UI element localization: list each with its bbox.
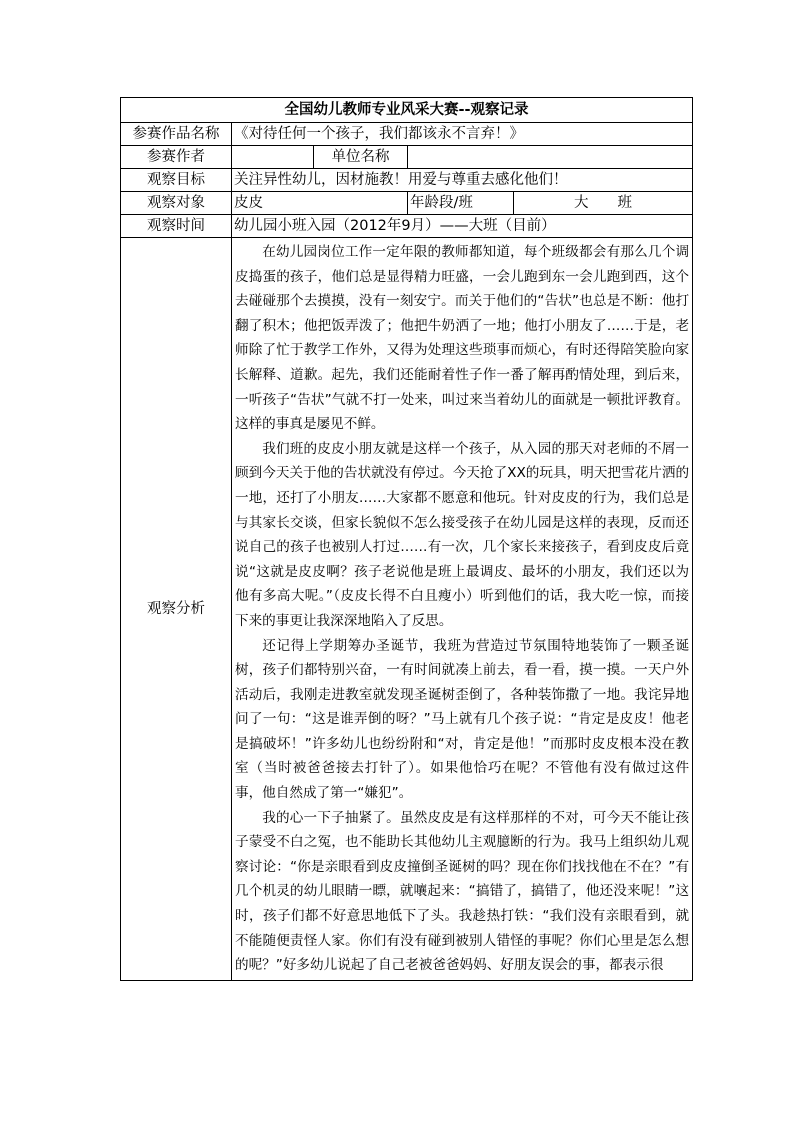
analysis-paragraph: 我的心一下子抽紧了。虽然皮皮是有这样那样的不对，可今天不能让孩子蒙受不白之冤，也不能助长其他幼儿主观臆断的行为。我马上组织幼儿观察讨论：“你是亲眼看到皮皮撞倒圣诞树的吗？现在你们找找他在不在？”有几个机灵的幼儿眼睛一瞟，就嚷起来：“搞错了，搞错了，他还没来呢！”这时，孩子们都不好意思地低下了头。我趁热打铁：“我们没有亲眼看到，就不能随便责怪人家。你们有没有碰到被别人错怪的事呢？你们心里是怎么想的呢？”好多幼儿说起了自己老被爸爸妈妈、好朋友误会的事，都表示很: [235, 809, 690, 974]
goal-label: 观察目标: [121, 169, 232, 192]
work-name-label: 参赛作品名称: [121, 123, 232, 146]
observation-record-table: [120, 97, 693, 981]
analysis-paragraph: 我们班的皮皮小朋友就是这样一个孩子，从入园的那天对老师的不屑一顾到今天关于他的告状就没有停过。今天抢了XX的玩具，明天把雪花片洒的一地，还打了小朋友……大家都不愿意和他玩。针对皮皮的行为，我们总是与其家长交谈，但家长貌似不怎么接受孩子在幼儿园是这样的表现，反而还说自己的孩子也被别人打过……有一次，几个家长来接孩子，看到皮皮后竟说“这就是皮皮啊？孩子老说他是班上最调皮、最坏的小朋友，我们还以为他有多高大呢。”（皮皮长得不白且瘦小）听到他们的话，我大吃一惊，而接下来的事更让我深深地陷入了反思。: [235, 440, 690, 629]
goal-value: 关注异性幼儿，因材施教！用爱与尊重去感化他们！: [232, 169, 693, 192]
analysis-paragraph: 在幼儿园岗位工作一定年限的教师都知道，每个班级都会有那么几个调皮捣蛋的孩子，他们总是显得精力旺盛，一会儿跑到东一会儿跑到西，这个去碰碰那个去摸摸，没有一刻安宁。而关于他们的“告状”也总是不断：他打翻了积木；他把饭弄泼了；他把牛奶洒了一地；他打小朋友了……于是，老师除了忙于教学工作外，又得为处理这些琐事而烦心，有时还得陪笑脸向家长解释、道歉。起先，我们还能耐着性子作一番了解再酌情处理，到后来，一听孩子“告状”气就不打一处来，叫过来当着幼儿的面就是一顿批评教育。这样的事真是屡见不鲜。: [235, 244, 690, 433]
unit-label: 单位名称: [314, 146, 408, 169]
author-value: [232, 146, 314, 169]
subject-value: 皮皮: [232, 192, 408, 215]
work-name-value: 《对待任何一个孩子，我们都该永不言弃！》: [232, 123, 693, 146]
analysis-label: 观察分析: [121, 238, 232, 981]
time-value: 幼儿园小班入园（2012年9月）——大班（目前）: [232, 215, 693, 238]
age-class-value: 大 班: [514, 192, 693, 215]
unit-value: [408, 146, 693, 169]
analysis-content: [232, 238, 693, 981]
record-title: 全国幼儿教师专业风采大赛--观察记录: [121, 98, 693, 123]
author-label: 参赛作者: [121, 146, 232, 169]
analysis-paragraph: 还记得上学期筹办圣诞节，我班为营造过节氛围特地装饰了一颗圣诞树，孩子们都特别兴奋，一有时间就凑上前去，看一看，摸一摸。一天户外活动后，我刚走进教室就发现圣诞树歪倒了，各种装饰撒了一地。我诧异地问了一句：“这是谁弄倒的呀？”马上就有几个孩子说：“肯定是皮皮！他老是搞破坏！”许多幼儿也纷纷附和“对，肯定是他！”而那时皮皮根本没在教室（当时被爸爸接去打针了）。如果他恰巧在呢？不管他有没有做过这件事，他自然成了第一“嫌犯”。: [235, 637, 690, 802]
subject-label: 观察对象: [121, 192, 232, 215]
time-label: 观察时间: [121, 215, 232, 238]
age-class-label: 年龄段/班: [408, 192, 514, 215]
